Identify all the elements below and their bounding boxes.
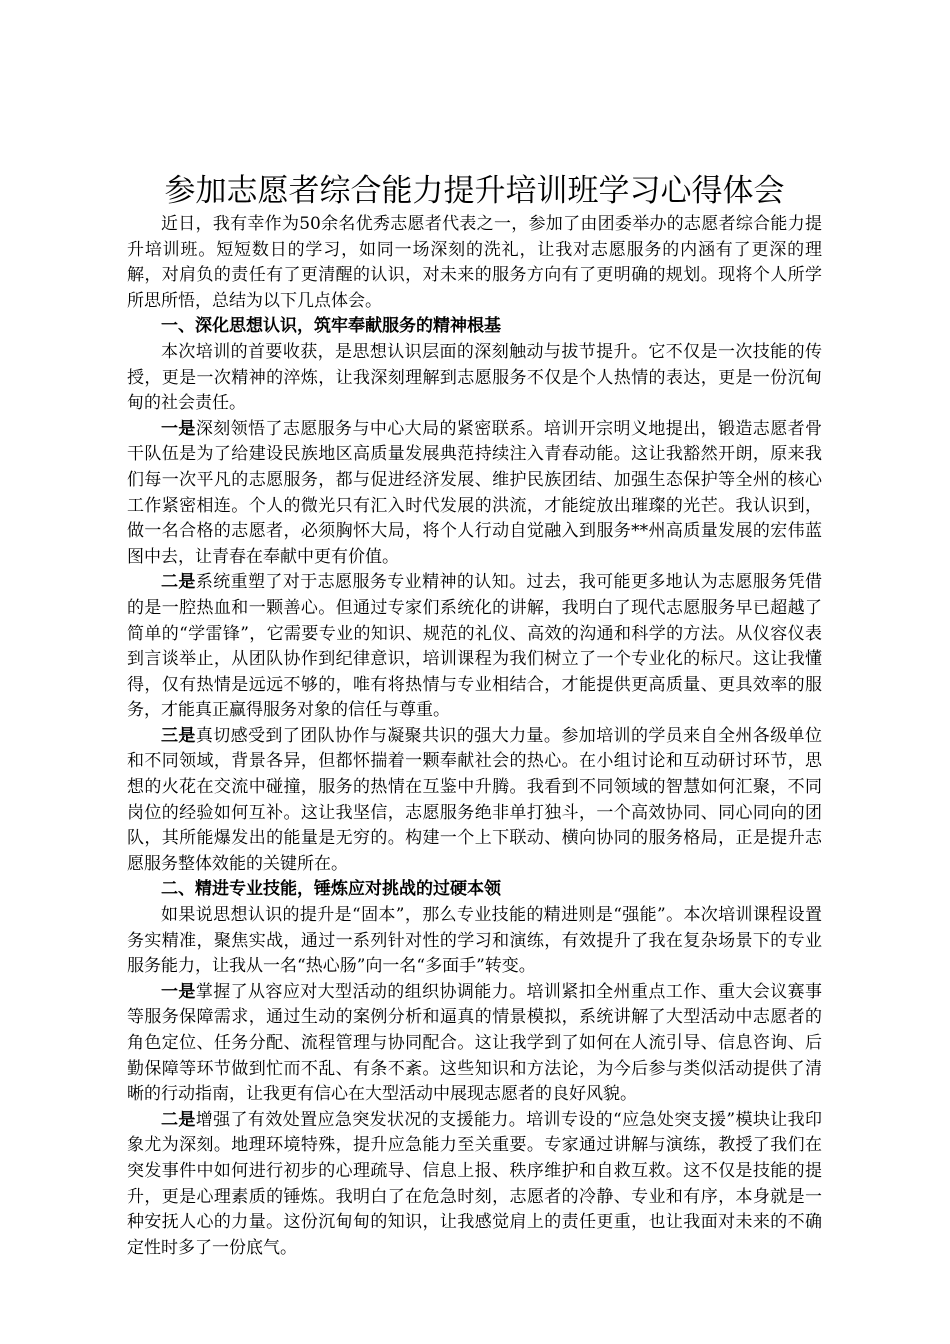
point-lead: 二是 xyxy=(161,1109,196,1130)
section-1-heading: 一、深化思想认识，筑牢奉献服务的精神根基 xyxy=(161,316,501,337)
section-1-intro: 本次培训的首要收获，是思想认识层面的深刻触动与拔节提升。它不仅是一次技能的传授，更是一次精神的淬炼，让我深刻理解到志愿服务不仅是个人热情的表达，更是一份沉甸甸的社会责任。 xyxy=(127,341,822,414)
point-lead: 一是 xyxy=(161,981,196,1002)
section-2-point-2 xyxy=(127,1108,822,1262)
point-text: 增强了有效处置应急突发状况的支援能力。培训专设的“应急处突支援”模块让我印象尤为深刻。地理环境特殊，提升应急能力至关重要。专家通过讲解与演练，教授了我们在突发事件中如何进行初步的心理疏导、信息上报、秩序维护和自救互救。这不仅是技能的提升，更是心理素质的锤炼。我明白了在危急时刻，志愿者的冷静、专业和有序，本身就是一种安抚人心的力量。这份沉甸甸的知识，让我感觉肩上的责任更重，也让我面对未来的不确定性时多了一份底气。 xyxy=(127,1109,823,1258)
section-2-intro: 如果说思想认识的提升是“固本”，那么专业技能的精进则是“强能”。本次培训课程设置务实精准，聚焦实战，通过一系列针对性的学习和演练，有效提升了我在复杂场景下的专业服务能力，让我从一名“热心肠”向一名“多面手”转变。 xyxy=(127,905,822,977)
document-page xyxy=(127,170,822,1261)
section-2-point-1 xyxy=(127,980,822,1108)
intro-paragraph: 近日，我有幸作为50余名优秀志愿者代表之一，参加了由团委举办的志愿者综合能力提升培训班。短短数日的学习，如同一场深刻的洗礼，让我对志愿服务的内涵有了更深的理解，对肩负的责任有了更清醒的认识，对未来的服务方向有了更明确的规划。现将个人所学所思所悟，总结为以下几点体会。 xyxy=(127,214,822,311)
point-text: 真切感受到了团队协作与凝聚共识的强大力量。参加培训的学员来自全州各级单位和不同领域，背景各异，但都怀揣着一颗奉献社会的热心。在小组讨论和互动研讨环节，思想的火花在交流中碰撞，服务的热情在互鉴中升腾。我看到不同领域的智慧如何汇聚，不同岗位的经验如何互补。这让我坚信，志愿服务绝非单打独斗，一个高效协同、同心同向的团队，其所能爆发出的能量是无穷的。构建一个上下联动、横向协同的服务格局，正是提升志愿服务整体效能的关键所在。 xyxy=(127,725,823,874)
section-1-point-1 xyxy=(127,417,822,571)
point-text: 深刻领悟了志愿服务与中心大局的紧密联系。培训开宗明义地提出，锻造志愿者骨干队伍是为了给建设民族地区高质量发展典范持续注入青春动能。这让我豁然开朗，原来我们每一次平凡的志愿服务，都与促进经济发展、维护民族团结、加强生态保护等全州的核心工作紧密相连。个人的微光只有汇入时代发展的洪流，才能绽放出璀璨的光芒。我认识到，做一名合格的志愿者，必须胸怀大局，将个人行动自觉融入到服务**州高质量发展的宏伟蓝图中去，让青春在奉献中更有价值。 xyxy=(127,418,823,567)
document-title: 参加志愿者综合能力提升培训班学习心得体会 xyxy=(164,173,785,209)
section-1-point-3 xyxy=(127,724,822,878)
section-2-heading: 二、精进专业技能，锤炼应对挑战的过硬本领 xyxy=(161,879,501,900)
section-1-point-2 xyxy=(127,570,822,724)
point-text: 系统重塑了对于志愿服务专业精神的认知。过去，我可能更多地认为志愿服务凭借的是一腔热血和一颗善心。但通过专家们系统化的讲解，我明白了现代志愿服务早已超越了简单的“学雷锋”，它需要专业的知识、规范的礼仪、高效的沟通和科学的方法。从仪容仪表到言谈举止，从团队协作到纪律意识，培训课程为我们树立了一个专业化的标尺。这让我懂得，仅有热情是远远不够的，唯有将热情与专业相结合，才能提供更高质量、更具效率的服务，才能真正赢得服务对象的信任与尊重。 xyxy=(127,572,823,721)
point-lead: 二是 xyxy=(161,572,196,593)
point-lead: 一是 xyxy=(161,418,196,439)
point-lead: 三是 xyxy=(161,725,196,746)
point-text: 掌握了从容应对大型活动的组织协调能力。培训紧扣全州重点工作、重大会议赛事等服务保障需求，通过生动的案例分析和逼真的情景模拟，系统讲解了大型活动中志愿者的角色定位、任务分配、流程管理与协同配合。这让我学到了如何在人流引导、信息咨询、后勤保障等环节做到忙而不乱、有条不紊。这些知识和方法论，为今后参与类似活动提供了清晰的行动指南，让我更有信心在大型活动中展现志愿者的良好风貌。 xyxy=(127,981,823,1105)
